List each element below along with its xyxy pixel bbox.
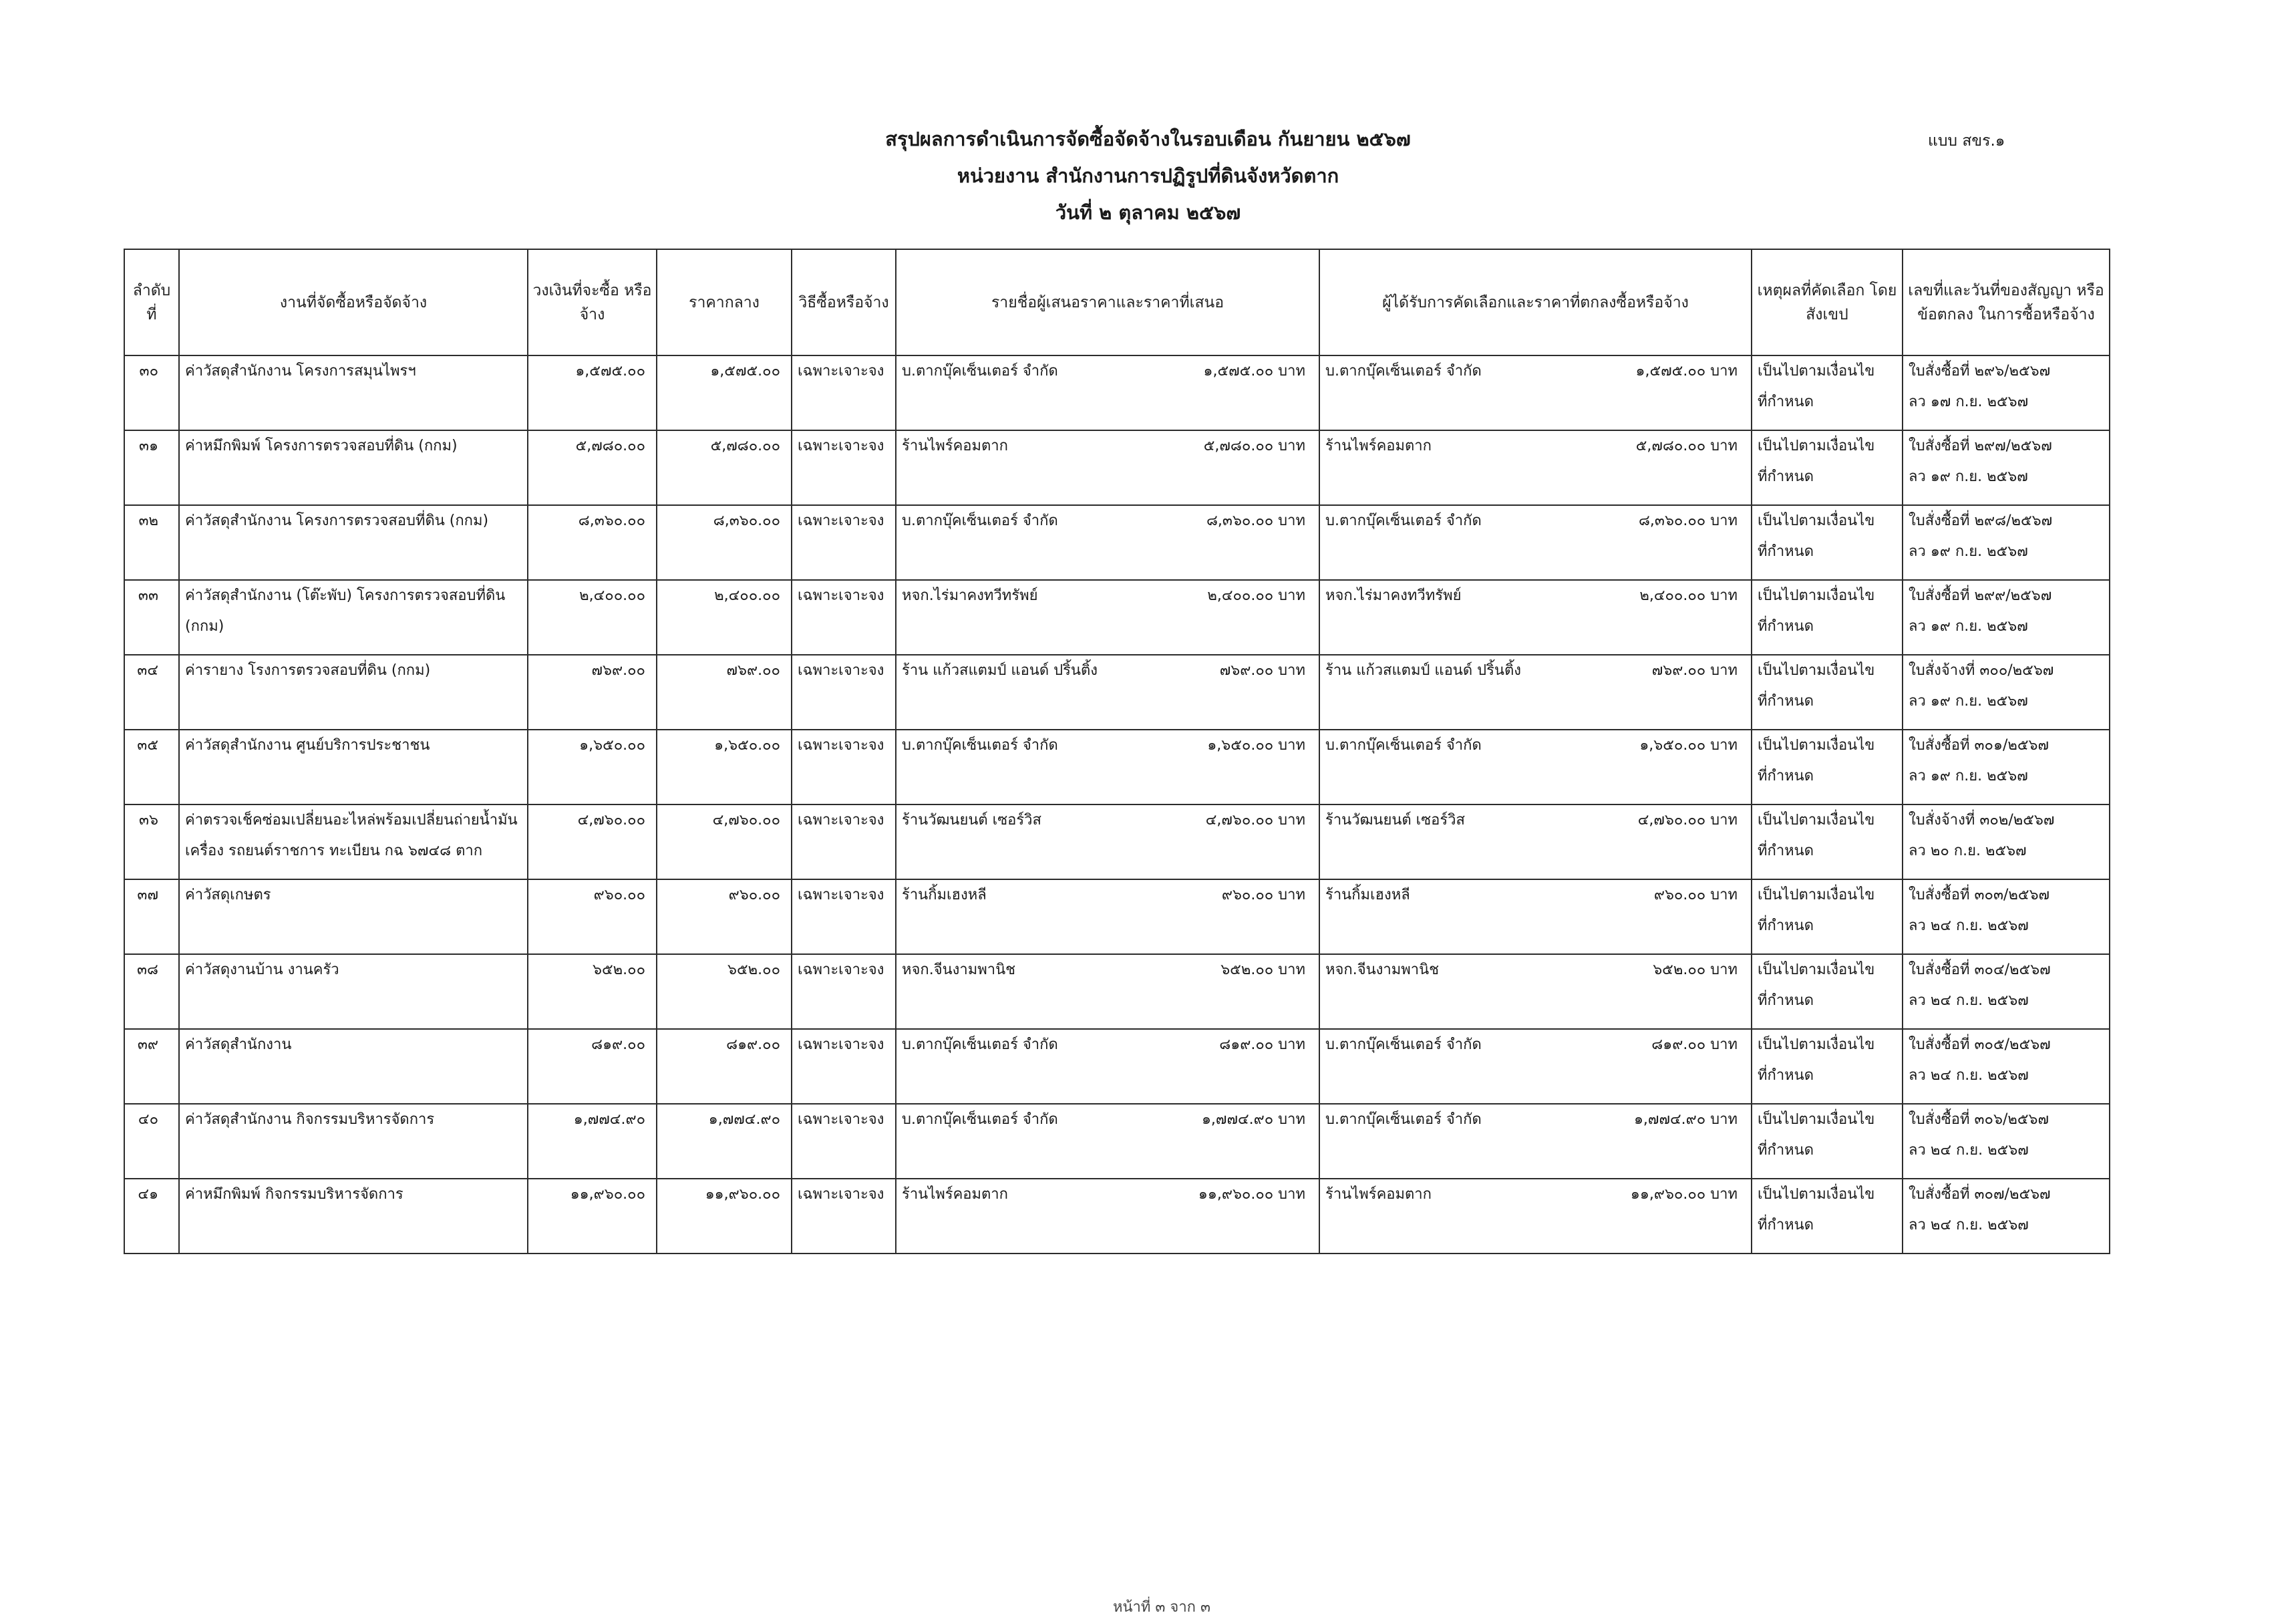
row-median: ๔,๗๖๐.๐๐ xyxy=(657,804,792,879)
row-bid-price: ๘,๓๖๐.๐๐ บาท xyxy=(1206,512,1305,529)
row-contract-line1: ใบสั่งซื้อที่ ๒๙๘/๒๕๖๗ xyxy=(1909,512,2053,529)
row-winner-cell xyxy=(1319,355,1752,430)
row-reason-line2: ที่กำหนด xyxy=(1758,843,1814,859)
row-number: ๓๓ xyxy=(124,580,179,655)
row-item: ค่าวัสดุสำนักงาน (โต๊ะพับ) โครงการตรวจสอบที่ดิน (กกม) xyxy=(179,580,528,655)
row-contract-cell xyxy=(1903,430,2110,505)
col-header-reason: เหตุผลที่คัดเลือก โดยสังเขป xyxy=(1752,249,1903,355)
row-budget: ๙๖๐.๐๐ xyxy=(528,879,657,954)
row-bidder-cell xyxy=(896,1104,1319,1179)
row-bidder: บ.ตากบุ๊คเซ็นเตอร์ จำกัด xyxy=(902,363,1058,380)
row-bid-price: ๑,๕๗๕.๐๐ บาท xyxy=(1203,363,1305,380)
row-contract-cell xyxy=(1903,1179,2110,1254)
row-reason-cell xyxy=(1752,655,1903,730)
row-contract-cell xyxy=(1903,954,2110,1029)
row-method: เฉพาะเจาะจง xyxy=(792,355,896,430)
row-bidder-cell xyxy=(896,804,1319,879)
row-reason-cell xyxy=(1752,804,1903,879)
row-item: ค่าวัสดุสำนักงาน กิจกรรมบริหารจัดการ xyxy=(179,1104,528,1179)
row-bidder-cell xyxy=(896,879,1319,954)
row-winner: บ.ตากบุ๊คเซ็นเตอร์ จำกัด xyxy=(1325,512,1482,529)
row-contract-line1: ใบสั่งซื้อที่ ๓๐๗/๒๕๖๗ xyxy=(1909,1186,2051,1203)
row-winner-cell xyxy=(1319,580,1752,655)
row-bidder-cell xyxy=(896,730,1319,804)
report-date: วันที่ ๒ ตุลาคม ๒๕๖๗ xyxy=(1055,201,1241,224)
table-row xyxy=(124,1104,2110,1179)
row-number: ๓๙ xyxy=(124,1029,179,1104)
row-reason-line1: เป็นไปตามเงื่อนไข xyxy=(1758,438,1875,454)
row-reason-cell xyxy=(1752,505,1903,580)
row-contract-line2: ลว ๒๐ ก.ย. ๒๕๖๗ xyxy=(1909,843,2027,859)
row-bidder: บ.ตากบุ๊คเซ็นเตอร์ จำกัด xyxy=(902,512,1058,529)
row-contract-cell xyxy=(1903,1104,2110,1179)
row-number: ๓๗ xyxy=(124,879,179,954)
row-contract-cell xyxy=(1903,580,2110,655)
row-budget: ๑,๗๗๔.๙๐ xyxy=(528,1104,657,1179)
table-row xyxy=(124,730,2110,804)
row-winner-cell xyxy=(1319,1104,1752,1179)
row-reason-cell xyxy=(1752,1029,1903,1104)
row-reason-line2: ที่กำหนด xyxy=(1758,1217,1814,1233)
procurement-table xyxy=(124,249,2110,1254)
document-title: สรุปผลการดำเนินการจัดซื้อจัดจ้างในรอบเดือน กันยายน ๒๕๖๗ xyxy=(885,128,1411,150)
row-winner-cell xyxy=(1319,505,1752,580)
row-method: เฉพาะเจาะจง xyxy=(792,1104,896,1179)
table-row xyxy=(124,355,2110,430)
row-median: ๑,๗๗๔.๙๐ xyxy=(657,1104,792,1179)
row-item: ค่าวัสดุสำนักงาน xyxy=(179,1029,528,1104)
row-number: ๓๐ xyxy=(124,355,179,430)
row-method: เฉพาะเจาะจง xyxy=(792,1029,896,1104)
row-contract-line2: ลว ๒๔ ก.ย. ๒๕๖๗ xyxy=(1909,1142,2029,1159)
col-header-method: วิธีซื้อหรือจ้าง xyxy=(792,249,896,355)
page-footer: หน้าที่ ๓ จาก ๓ xyxy=(1113,1599,1211,1616)
row-reason-line1: เป็นไปตามเงื่อนไข xyxy=(1758,512,1875,529)
row-reason-cell xyxy=(1752,1104,1903,1179)
row-budget: ๕,๗๘๐.๐๐ xyxy=(528,430,657,505)
row-median: ๖๕๒.๐๐ xyxy=(657,954,792,1029)
row-contract-line2: ลว ๑๙ ก.ย. ๒๕๖๗ xyxy=(1909,693,2028,710)
row-win-price: ๒,๔๐๐.๐๐ บาท xyxy=(1639,587,1738,604)
row-reason-line2: ที่กำหนด xyxy=(1758,1142,1814,1159)
row-contract-cell xyxy=(1903,355,2110,430)
row-median: ๕,๗๘๐.๐๐ xyxy=(657,430,792,505)
col-header-item: งานที่จัดซื้อหรือจัดจ้าง xyxy=(179,249,528,355)
row-reason-line2: ที่กำหนด xyxy=(1758,917,1814,934)
row-bid-price: ๗๖๙.๐๐ บาท xyxy=(1219,662,1305,679)
row-bidder-cell xyxy=(896,580,1319,655)
row-median: ๗๖๙.๐๐ xyxy=(657,655,792,730)
row-bidder-cell xyxy=(896,1029,1319,1104)
row-method: เฉพาะเจาะจง xyxy=(792,505,896,580)
row-reason-cell xyxy=(1752,879,1903,954)
row-winner-cell xyxy=(1319,1029,1752,1104)
row-win-price: ๘,๓๖๐.๐๐ บาท xyxy=(1638,512,1738,529)
row-bid-price: ๔,๗๖๐.๐๐ บาท xyxy=(1205,812,1305,829)
row-contract-line1: ใบสั่งซื้อที่ ๓๐๖/๒๕๖๗ xyxy=(1909,1111,2049,1128)
row-item: ค่าตรวจเช็คซ่อมเปลี่ยนอะไหล่พร้อมเปลี่ยนถ่ายน้ำมันเครื่อง รถยนต์ราชการ ทะเบียน กฉ ๖๗๔๘ ตาก xyxy=(179,804,528,879)
row-number: ๓๖ xyxy=(124,804,179,879)
row-bidder: ร้านวัฒนยนต์ เซอร์วิส xyxy=(902,812,1041,829)
form-code: แบบ สขร.๑ xyxy=(1928,132,2005,150)
col-header-median: ราคากลาง xyxy=(657,249,792,355)
row-winner: ร้านกิ้มเฮงหลี xyxy=(1325,887,1410,903)
row-reason-cell xyxy=(1752,430,1903,505)
row-win-price: ๑๑,๙๖๐.๐๐ บาท xyxy=(1630,1186,1738,1203)
row-winner: บ.ตากบุ๊คเซ็นเตอร์ จำกัด xyxy=(1325,363,1482,380)
row-bidder: ร้านไพร์คอมตาก xyxy=(902,1186,1008,1203)
table-row xyxy=(124,580,2110,655)
row-reason-line2: ที่กำหนด xyxy=(1758,992,1814,1009)
row-bidder: หจก.ไร่มาคงทวีทรัพย์ xyxy=(902,587,1038,604)
row-bidder: ร้านกิ้มเฮงหลี xyxy=(902,887,987,903)
row-reason-cell xyxy=(1752,1179,1903,1254)
row-win-price: ๔,๗๖๐.๐๐ บาท xyxy=(1637,812,1738,829)
row-reason-line1: เป็นไปตามเงื่อนไข xyxy=(1758,887,1875,903)
row-win-price: ๑,๖๕๐.๐๐ บาท xyxy=(1639,737,1738,754)
row-bidder-cell xyxy=(896,954,1319,1029)
row-method: เฉพาะเจาะจง xyxy=(792,580,896,655)
row-median: ๒,๔๐๐.๐๐ xyxy=(657,580,792,655)
row-contract-line1: ใบสั่งซื้อที่ ๓๐๓/๒๕๖๗ xyxy=(1909,887,2050,903)
row-win-price: ๑,๕๗๕.๐๐ บาท xyxy=(1635,363,1738,380)
row-bid-price: ๕,๗๘๐.๐๐ บาท xyxy=(1203,438,1305,454)
row-contract-line2: ลว ๑๙ ก.ย. ๒๕๖๗ xyxy=(1909,618,2028,635)
row-number: ๓๑ xyxy=(124,430,179,505)
row-reason-line2: ที่กำหนด xyxy=(1758,543,1814,560)
row-method: เฉพาะเจาะจง xyxy=(792,430,896,505)
row-contract-line2: ลว ๑๙ ก.ย. ๒๕๖๗ xyxy=(1909,543,2028,560)
row-median: ๑๑,๙๖๐.๐๐ xyxy=(657,1179,792,1254)
row-budget: ๗๖๙.๐๐ xyxy=(528,655,657,730)
row-bidder: บ.ตากบุ๊คเซ็นเตอร์ จำกัด xyxy=(902,1036,1058,1053)
row-item: ค่าวัสดุสำนักงาน โครงการสมุนไพรฯ xyxy=(179,355,528,430)
agency-name: หน่วยงาน สำนักงานการปฏิรูปที่ดินจังหวัดตาก xyxy=(957,164,1339,187)
row-median: ๘,๓๖๐.๐๐ xyxy=(657,505,792,580)
row-contract-line2: ลว ๑๙ ก.ย. ๒๕๖๗ xyxy=(1909,468,2028,485)
row-reason-cell xyxy=(1752,580,1903,655)
row-method: เฉพาะเจาะจง xyxy=(792,1179,896,1254)
row-contract-line2: ลว ๑๗ ก.ย. ๒๕๖๗ xyxy=(1909,394,2029,410)
row-reason-cell xyxy=(1752,355,1903,430)
row-budget: ๑,๖๕๐.๐๐ xyxy=(528,730,657,804)
row-reason-line1: เป็นไปตามเงื่อนไข xyxy=(1758,737,1875,754)
row-bidder: บ.ตากบุ๊คเซ็นเตอร์ จำกัด xyxy=(902,1111,1058,1128)
row-winner: ร้านวัฒนยนต์ เซอร์วิส xyxy=(1325,812,1465,829)
row-reason-line1: เป็นไปตามเงื่อนไข xyxy=(1758,1186,1875,1203)
row-reason-line1: เป็นไปตามเงื่อนไข xyxy=(1758,812,1875,829)
row-bidder-cell xyxy=(896,505,1319,580)
row-win-price: ๕,๗๘๐.๐๐ บาท xyxy=(1635,438,1738,454)
row-winner-cell xyxy=(1319,730,1752,804)
row-median: ๑,๖๕๐.๐๐ xyxy=(657,730,792,804)
row-method: เฉพาะเจาะจง xyxy=(792,804,896,879)
row-item: ค่ารายาง โรงการตรวจสอบที่ดิน (กกม) xyxy=(179,655,528,730)
row-method: เฉพาะเจาะจง xyxy=(792,730,896,804)
row-win-price: ๑,๗๗๔.๙๐ บาท xyxy=(1633,1111,1738,1128)
row-budget: ๔,๗๖๐.๐๐ xyxy=(528,804,657,879)
table-row xyxy=(124,954,2110,1029)
row-reason-line2: ที่กำหนด xyxy=(1758,693,1814,710)
row-median: ๘๑๙.๐๐ xyxy=(657,1029,792,1104)
row-reason-line1: เป็นไปตามเงื่อนไข xyxy=(1758,1036,1875,1053)
row-contract-cell xyxy=(1903,804,2110,879)
row-reason-line2: ที่กำหนด xyxy=(1758,618,1814,635)
row-contract-line1: ใบสั่งจ้างที่ ๓๐๒/๒๕๖๗ xyxy=(1909,812,2055,829)
row-budget: ๑,๕๗๕.๐๐ xyxy=(528,355,657,430)
row-item: ค่าหมึกพิมพ์ กิจกรรมบริหารจัดการ xyxy=(179,1179,528,1254)
row-winner-cell xyxy=(1319,430,1752,505)
row-winner-cell xyxy=(1319,1179,1752,1254)
row-reason-line2: ที่กำหนด xyxy=(1758,468,1814,485)
table-row xyxy=(124,430,2110,505)
row-number: ๓๔ xyxy=(124,655,179,730)
table-row xyxy=(124,1179,2110,1254)
col-header-budget: วงเงินที่จะซื้อ หรือจ้าง xyxy=(528,249,657,355)
row-number: ๓๕ xyxy=(124,730,179,804)
row-budget: ๖๕๒.๐๐ xyxy=(528,954,657,1029)
row-item: ค่าวัสดุเกษตร xyxy=(179,879,528,954)
row-bidder-cell xyxy=(896,430,1319,505)
row-contract-cell xyxy=(1903,505,2110,580)
row-contract-cell xyxy=(1903,655,2110,730)
row-bidder-cell xyxy=(896,355,1319,430)
row-contract-line1: ใบสั่งซื้อที่ ๒๙๙/๒๕๖๗ xyxy=(1909,587,2052,604)
table-row xyxy=(124,1029,2110,1104)
row-winner: ร้าน แก้วสแตมป์ แอนด์ ปริ้นติ้ง xyxy=(1325,662,1521,679)
row-winner: หจก.ไร่มาคงทวีทรัพย์ xyxy=(1325,587,1462,604)
row-contract-line1: ใบสั่งซื้อที่ ๓๐๔/๒๕๖๗ xyxy=(1909,962,2051,978)
row-bidder-cell xyxy=(896,1179,1319,1254)
table-row xyxy=(124,804,2110,879)
row-reason-line1: เป็นไปตามเงื่อนไข xyxy=(1758,662,1875,679)
row-median: ๙๖๐.๐๐ xyxy=(657,879,792,954)
row-contract-line1: ใบสั่งจ้างที่ ๓๐๐/๒๕๖๗ xyxy=(1909,662,2054,679)
table-row xyxy=(124,879,2110,954)
row-contract-line2: ลว ๒๔ ก.ย. ๒๕๖๗ xyxy=(1909,1217,2029,1233)
row-reason-cell xyxy=(1752,730,1903,804)
row-bid-price: ๖๕๒.๐๐ บาท xyxy=(1220,962,1305,978)
row-bid-price: ๒,๔๐๐.๐๐ บาท xyxy=(1207,587,1305,604)
row-winner-cell xyxy=(1319,954,1752,1029)
row-reason-cell xyxy=(1752,954,1903,1029)
row-win-price: ๖๕๒.๐๐ บาท xyxy=(1653,962,1738,978)
row-item: ค่าวัสดุงานบ้าน งานครัว xyxy=(179,954,528,1029)
col-header-contract: เลขที่และวันที่ของสัญญา หรือข้อตกลง ในการซื้อหรือจ้าง xyxy=(1903,249,2110,355)
row-winner-cell xyxy=(1319,655,1752,730)
col-header-no: ลำดับ ที่ xyxy=(124,249,179,355)
row-winner: บ.ตากบุ๊คเซ็นเตอร์ จำกัด xyxy=(1325,1036,1482,1053)
row-number: ๓๘ xyxy=(124,954,179,1029)
row-contract-line2: ลว ๑๙ ก.ย. ๒๕๖๗ xyxy=(1909,768,2028,784)
row-contract-line1: ใบสั่งซื้อที่ ๒๙๖/๒๕๖๗ xyxy=(1909,363,2051,380)
row-budget: ๒,๔๐๐.๐๐ xyxy=(528,580,657,655)
row-winner: ร้านไพร์คอมตาก xyxy=(1325,438,1432,454)
row-contract-line1: ใบสั่งซื้อที่ ๓๐๕/๒๕๖๗ xyxy=(1909,1036,2051,1053)
row-bidder: หจก.จีนงามพานิช xyxy=(902,962,1016,978)
row-number: ๔๐ xyxy=(124,1104,179,1179)
row-contract-line2: ลว ๒๔ ก.ย. ๒๕๖๗ xyxy=(1909,917,2029,934)
row-win-price: ๙๖๐.๐๐ บาท xyxy=(1653,887,1738,903)
row-bid-price: ๙๖๐.๐๐ บาท xyxy=(1221,887,1305,903)
row-contract-line1: ใบสั่งซื้อที่ ๓๐๑/๒๕๖๗ xyxy=(1909,737,2049,754)
row-reason-line1: เป็นไปตามเงื่อนไข xyxy=(1758,962,1875,978)
row-winner: บ.ตากบุ๊คเซ็นเตอร์ จำกัด xyxy=(1325,1111,1482,1128)
row-contract-line2: ลว ๒๔ ก.ย. ๒๕๖๗ xyxy=(1909,1067,2029,1084)
row-winner-cell xyxy=(1319,804,1752,879)
row-budget: ๑๑,๙๖๐.๐๐ xyxy=(528,1179,657,1254)
row-winner: บ.ตากบุ๊คเซ็นเตอร์ จำกัด xyxy=(1325,737,1482,754)
row-budget: ๘๑๙.๐๐ xyxy=(528,1029,657,1104)
row-contract-line1: ใบสั่งซื้อที่ ๒๙๗/๒๕๖๗ xyxy=(1909,438,2052,454)
row-winner-cell xyxy=(1319,879,1752,954)
row-bid-price: ๑,๗๗๔.๙๐ บาท xyxy=(1201,1111,1305,1128)
row-reason-line1: เป็นไปตามเงื่อนไข xyxy=(1758,587,1875,604)
row-number: ๓๒ xyxy=(124,505,179,580)
row-reason-line1: เป็นไปตามเงื่อนไข xyxy=(1758,1111,1875,1128)
row-method: เฉพาะเจาะจง xyxy=(792,879,896,954)
row-contract-line2: ลว ๒๔ ก.ย. ๒๕๖๗ xyxy=(1909,992,2029,1009)
row-reason-line2: ที่กำหนด xyxy=(1758,768,1814,784)
row-contract-cell xyxy=(1903,1029,2110,1104)
table-row xyxy=(124,655,2110,730)
table-row xyxy=(124,505,2110,580)
row-contract-cell xyxy=(1903,730,2110,804)
row-reason-line2: ที่กำหนด xyxy=(1758,394,1814,410)
row-number: ๔๑ xyxy=(124,1179,179,1254)
row-item: ค่าวัสดุสำนักงาน โครงการตรวจสอบที่ดิน (กกม) xyxy=(179,505,528,580)
row-item: ค่าหมึกพิมพ์ โครงการตรวจสอบที่ดิน (กกม) xyxy=(179,430,528,505)
row-bid-price: ๘๑๙.๐๐ บาท xyxy=(1219,1036,1305,1053)
row-winner: หจก.จีนงามพานิช xyxy=(1325,962,1440,978)
col-header-bidders: รายชื่อผู้เสนอราคาและราคาที่เสนอ xyxy=(896,249,1319,355)
row-winner: ร้านไพร์คอมตาก xyxy=(1325,1186,1432,1203)
row-budget: ๘,๓๖๐.๐๐ xyxy=(528,505,657,580)
row-bidder: ร้านไพร์คอมตาก xyxy=(902,438,1008,454)
col-header-winner: ผู้ได้รับการคัดเลือกและราคาที่ตกลงซื้อหรือจ้าง xyxy=(1319,249,1752,355)
row-bidder: บ.ตากบุ๊คเซ็นเตอร์ จำกัด xyxy=(902,737,1058,754)
row-win-price: ๗๖๙.๐๐ บาท xyxy=(1651,662,1738,679)
row-bid-price: ๑,๖๕๐.๐๐ บาท xyxy=(1207,737,1305,754)
row-method: เฉพาะเจาะจง xyxy=(792,655,896,730)
row-method: เฉพาะเจาะจง xyxy=(792,954,896,1029)
row-item: ค่าวัสดุสำนักงาน ศูนย์บริการประชาชน xyxy=(179,730,528,804)
row-median: ๑,๕๗๕.๐๐ xyxy=(657,355,792,430)
table-header-row xyxy=(124,249,2110,355)
row-reason-line1: เป็นไปตามเงื่อนไข xyxy=(1758,363,1875,380)
row-bid-price: ๑๑,๙๖๐.๐๐ บาท xyxy=(1198,1186,1305,1203)
row-bidder-cell xyxy=(896,655,1319,730)
row-win-price: ๘๑๙.๐๐ บาท xyxy=(1651,1036,1738,1053)
row-reason-line2: ที่กำหนด xyxy=(1758,1067,1814,1084)
row-contract-cell xyxy=(1903,879,2110,954)
row-bidder: ร้าน แก้วสแตมป์ แอนด์ ปริ้นติ้ง xyxy=(902,662,1098,679)
